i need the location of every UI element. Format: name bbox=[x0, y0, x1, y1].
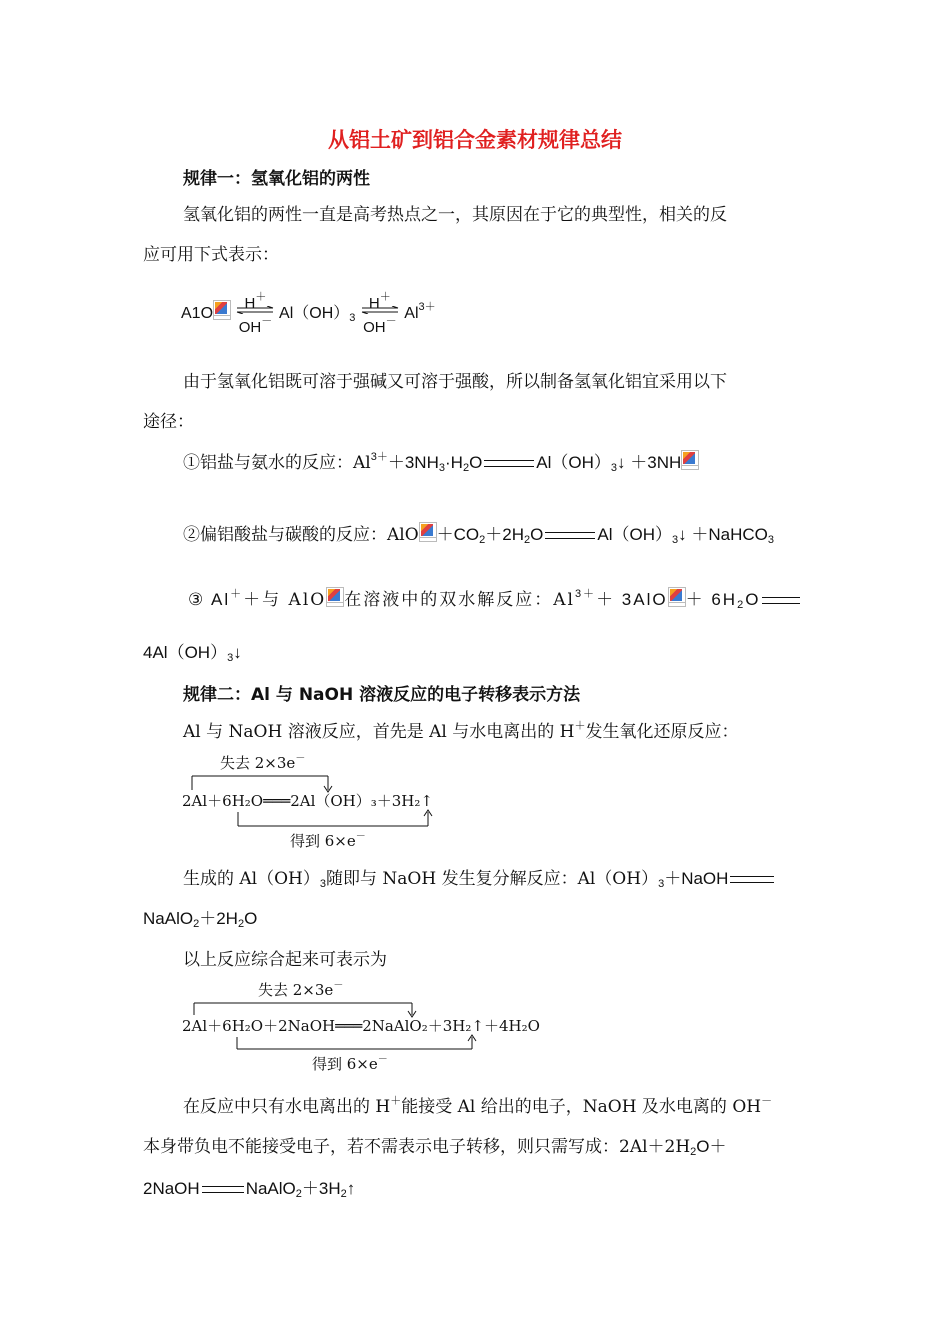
formula-image-icon bbox=[213, 300, 231, 320]
rule2-para3: 以上反应综合起来可表示为 bbox=[183, 950, 387, 970]
rule1-intro-line2: 应可用下式表示： bbox=[143, 245, 279, 265]
equals-sign bbox=[545, 532, 595, 539]
formula-image-icon bbox=[326, 587, 344, 607]
reversible-arrows-1: H＋ OH－ bbox=[238, 291, 273, 336]
formula-image-icon bbox=[681, 450, 699, 470]
aluminate-formula: A1O bbox=[181, 305, 214, 322]
formula-image-icon bbox=[419, 522, 437, 542]
electron-transfer-diagram-2 bbox=[180, 975, 580, 1085]
svg-text:2Al＋6H₂O＋2NaOH═══2NaAlO₂＋3H₂↑＋: 2Al＋6H₂O＋2NaOH═══2NaAlO₂＋3H₂↑＋4H₂O bbox=[182, 1017, 540, 1035]
aluminum-ion-formula: Al bbox=[404, 305, 419, 322]
rule1-intro-line1: 氢氧化铝的两性一直是高考热点之一，其原因在于它的典型性，相关的反 bbox=[183, 205, 727, 225]
method-item-3-line1: ③ Al＋＋与 AlO 在溶液中的双水解反应：$Al^{3+}+ 3AlO + 6H_2O$ bbox=[188, 585, 802, 611]
svg-text:失去 2×3e－: 失去 2×3e－ bbox=[220, 753, 306, 772]
svg-text:2Al＋6H₂O═══2Al（OH）₃＋3H₂↑: 2Al＋6H₂O═══2Al（OH）₃＋3H₂↑ bbox=[182, 792, 433, 810]
svg-text:得到 6×e－: 得到 6×e－ bbox=[290, 831, 366, 850]
rule2-heading: 规律二：Al 与 NaOH 溶液反应的电子转移表示方法 bbox=[183, 685, 581, 705]
rule1-heading: 规律一：氢氧化铝的两性 bbox=[183, 169, 370, 189]
aluminum-hydroxide-formula: Al（OH） bbox=[279, 305, 350, 322]
equals-sign bbox=[730, 876, 774, 883]
svg-text:失去 2×3e－: 失去 2×3e－ bbox=[258, 980, 344, 999]
formula-image-icon bbox=[668, 587, 686, 607]
svg-text:得到 6×e－: 得到 6×e－ bbox=[312, 1054, 388, 1073]
method-item-2: ②偏铝酸盐与碳酸的反应：AlO $+CO_2+2H_2O$ $Al(OH)_3↓$ ＋NaHCO$_3$ bbox=[183, 520, 774, 546]
reversible-arrows-2: H＋ OH－ bbox=[363, 291, 397, 336]
rule1-para2-line2: 途径： bbox=[143, 412, 194, 432]
rule1-para2-line1: 由于氢氧化铝既可溶于强碱又可溶于强酸，所以制备氢氧化铝宜采用以下 bbox=[183, 372, 727, 392]
rule2-para2-line2: $NaAlO_2+2H_2O$ bbox=[143, 909, 258, 930]
rule2-para4-line3: 2NaOH $NaAlO_2+3H_2↑$ bbox=[143, 1179, 356, 1200]
rule2-para4-line1: 在反应中只有水电离出的 H＋能接受 Al 给出的电子，NaOH 及水电离的 OH－ bbox=[183, 1094, 773, 1117]
method-item-3-line2: $4Al(OH)_3↓$ bbox=[143, 643, 242, 664]
page-title: 从铝土矿到铝合金素材规律总结 bbox=[328, 128, 622, 152]
equals-sign bbox=[202, 1186, 244, 1193]
rule2-para4-line2: 本身带负电不能接受电子，若不需表示电子转移，则只需写成：$2Al+2H_2O+$ bbox=[143, 1137, 727, 1158]
rule2-para2-line1: 生成的 $Al(OH)_3$随即与 NaOH 发生复分解反应：$Al(OH)_3+NaOH$ bbox=[183, 864, 776, 890]
electron-transfer-diagram-1 bbox=[180, 748, 480, 858]
amphoteric-equation: A1O H＋ OH－ $Al(OH)_3$ H＋ OH－ $Al^{3+}$ bbox=[181, 291, 436, 336]
equals-sign bbox=[484, 460, 534, 467]
equals-sign bbox=[762, 597, 800, 604]
method-item-1: ①铝盐与氨水的反应：$Al^{3+}+3NH_3\cdot H_2O$ $Al(OH)_3↓ +3NH$ bbox=[183, 448, 699, 474]
rule2-para1: Al 与 NaOH 溶液反应，首先是 Al 与水电离出的 H＋发生氧化还原反应： bbox=[183, 719, 739, 742]
